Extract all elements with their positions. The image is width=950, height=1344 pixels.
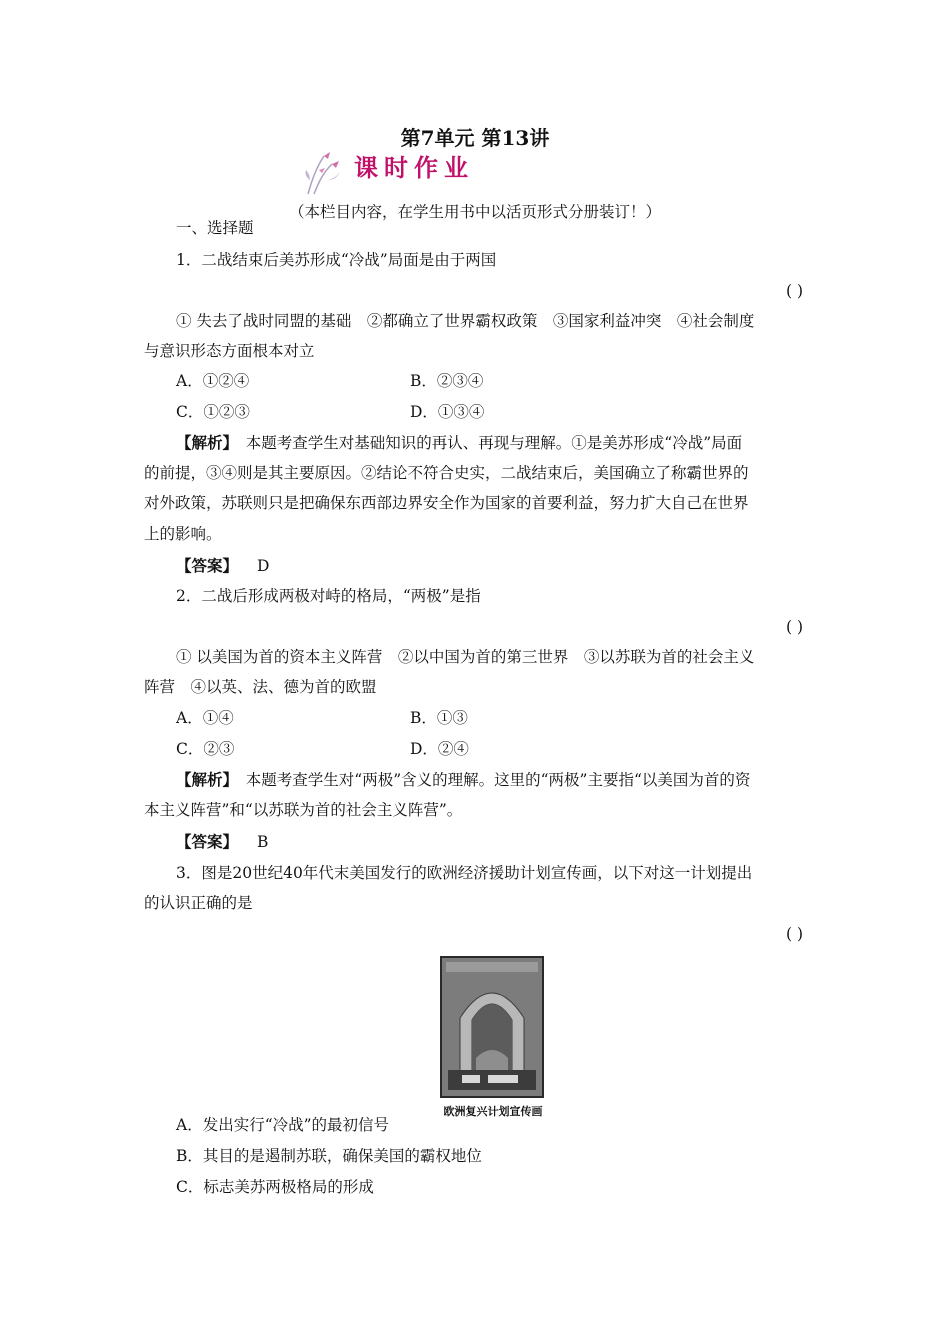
q2-option-d: D．②④ — [410, 740, 469, 758]
q1-statements-line2: 与意识形态方面根本对立 — [144, 342, 315, 360]
q1-statements-line1: ① 失去了战时同盟的基础 ②都确立了世界霸权政策 ③国家利益冲突 ④社会制度 — [176, 312, 755, 330]
page-title: 第7单元 第13讲 — [400, 126, 550, 150]
q2-answer-label: 【答案】 — [176, 832, 239, 851]
q1-analysis-label: 【解析】 — [176, 433, 231, 452]
banner-title: 课时作业 — [354, 154, 474, 182]
flower-decoration-icon — [302, 150, 358, 196]
q2-statements-line1: ① 以美国为首的资本主义阵营 ②以中国为首的第三世界 ③以苏联为首的社会主义 — [176, 648, 755, 666]
q1-stem: 1．二战结束后美苏形成“冷战”局面是由于两国 — [176, 251, 497, 269]
q1-analysis-text1: 本题考查学生对基础知识的再认、再现与理解。①是美苏形成“冷战”局面 — [230, 434, 743, 452]
q1-analysis-line2: 的前提，③④则是其主要原因。②结论不符合史实，二战结束后，美国确立了称霸世界的 — [144, 464, 749, 482]
q2-analysis-label: 【解析】 — [176, 770, 231, 789]
q1-option-b: B．②③④ — [410, 372, 484, 390]
q1-answer-blank: ( ) — [785, 282, 803, 300]
q3-answer-blank: ( ) — [785, 925, 803, 943]
q3-stem-line1: 3．图是20世纪40年代末美国发行的欧洲经济援助计划宣传画，以下对这一计划提出 — [176, 864, 753, 882]
q2-answer-blank: ( ) — [785, 618, 803, 636]
q2-statements-line2: 阵营 ④以英、法、德为首的欧盟 — [144, 678, 377, 696]
q3-stem-line2: 的认识正确的是 — [144, 894, 253, 912]
homework-banner — [302, 150, 492, 196]
q2-answer-value: B — [256, 833, 269, 851]
q3-option-b: B．其目的是遏制苏联，确保美国的霸权地位 — [176, 1147, 482, 1165]
q1-analysis-line3: 对外政策，苏联则只是把确保东西部边界安全作为国家的首要利益，努力扩大自己在世界 — [144, 494, 749, 512]
q2-analysis-text1: 本题考查学生对“两极”含义的理解。这里的“两极”主要指“以美国为首的资 — [230, 771, 751, 789]
section-heading: 一、选择题 — [176, 219, 254, 237]
q1-answer-value: D — [256, 557, 270, 575]
q2-answer — [176, 832, 268, 852]
q1-analysis-line4: 上的影响。 — [144, 525, 222, 543]
q2-option-c: C．②③ — [176, 740, 235, 758]
q2-stem: 2．二战后形成两极对峙的格局，“两极”是指 — [176, 587, 481, 605]
q1-option-c: C．①②③ — [176, 403, 250, 421]
q2-analysis-line2: 本主义阵营”和“以苏联为首的社会主义阵营”。 — [144, 801, 463, 819]
q1-answer — [176, 556, 269, 576]
q3-option-a: A．发出实行“冷战”的最初信号 — [176, 1116, 390, 1134]
binding-note: （本栏目内容，在学生用书中以活页形式分册装订！） — [288, 203, 661, 221]
q1-option-a: A．①②④ — [176, 372, 250, 390]
q1-answer-label: 【答案】 — [176, 556, 239, 575]
poster-illustration — [442, 958, 542, 1096]
q2-option-a: A．①④ — [176, 709, 234, 727]
q2-analysis-line1 — [176, 770, 750, 790]
marshall-plan-poster-image — [440, 956, 544, 1098]
q1-analysis-line1 — [176, 433, 742, 453]
figure-caption: 欧洲复兴计划宣传画 — [443, 1105, 543, 1118]
q3-option-c: C．标志美苏两极格局的形成 — [176, 1178, 374, 1196]
q2-option-b: B．①③ — [410, 709, 468, 727]
q1-option-d: D．①③④ — [410, 403, 485, 421]
